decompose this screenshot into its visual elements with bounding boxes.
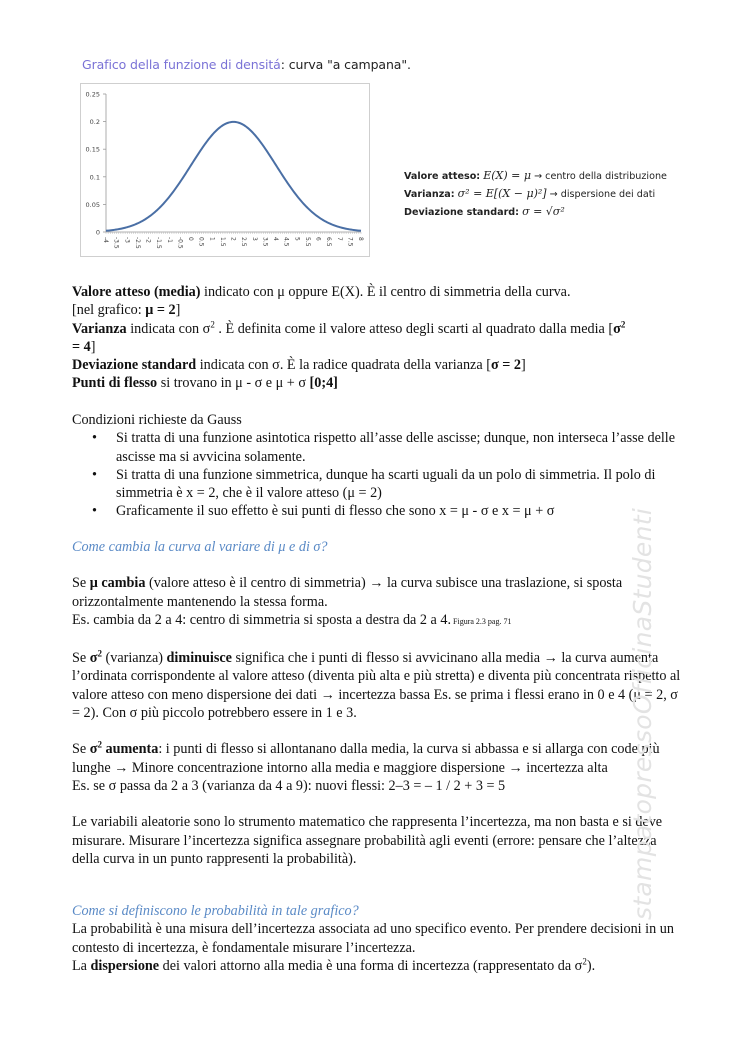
gauss-conditions — [72, 411, 682, 521]
y-tick-label: 0.25 — [85, 90, 100, 99]
definitions-block — [72, 283, 682, 393]
figure-title-rest: : curva "a campana". — [280, 57, 411, 72]
mu-example: Es. cambia da 2 a 4: centro di simmetria si sposta a destra da 2 a 4. Figura 2.3 pag. 71 — [72, 611, 512, 628]
formula-variance: Varianza: σ² = E[(X − μ)²] → dispersione dei dati — [404, 187, 656, 200]
x-tick-label: 7.5 — [346, 237, 354, 247]
def-expected-value: Valore atteso (media) indicato con μ oppure E(X). È il centro di simmetria della curva. — [72, 284, 571, 300]
x-tick-label: -3 — [123, 237, 131, 243]
section-probability — [72, 902, 682, 975]
gauss-list — [72, 429, 682, 520]
x-tick-label: 0 — [187, 237, 194, 241]
x-tick-label: 6.5 — [325, 237, 333, 247]
x-tick-label: 6 — [314, 237, 322, 241]
probability-paragraph: La probabilità è una misura dell’incertezza associata ad uno specifico evento. Per prendere decisioni in un contesto di incertezza, è fondamentale misurare l’incertezza. — [72, 921, 674, 956]
x-tick-label: 3.5 — [261, 237, 269, 247]
mu-changes-paragraph: Se μ cambia (valore atteso è il centro di simmetria) → la curva subisce una traslazione, si sposta orizzontalmente mantenendo la stessa forma. — [72, 575, 623, 610]
def-variance: Varianza indicata con $\sigma^2$ . È definita come il valore atteso degli scarti al quadrato dalla media [$\sigma^2$ = 4] — [72, 318, 626, 355]
x-tick-label: -4 — [102, 237, 109, 243]
y-tick-label: 0.15 — [85, 145, 100, 154]
x-tick-label: 2 — [229, 237, 237, 241]
watermark: stampatopressoOfficinaStudenti — [628, 507, 657, 920]
density-chart — [80, 83, 370, 257]
list-item: • Graficamente il suo effetto è sui punti di flesso che sono x = μ - σ e x = μ + σ — [72, 502, 682, 520]
x-tick-label: -2.5 — [133, 237, 141, 249]
formula-std-dev: Deviazione standard: σ = √σ² — [404, 205, 565, 218]
dispersion-paragraph: La dispersione dei valori attorno alla media è una forma di incertezza (rappresentato da $\sigma^2$). — [72, 956, 596, 974]
x-tick-label: -3.5 — [112, 237, 120, 249]
list-item: • Si tratta di una funzione asintotica rispetto all’asse delle ascisse; dunque, non interseca l’asse delle ascisse ma si avvicina solamente. — [72, 429, 682, 466]
x-tick-label: -1.5 — [155, 237, 163, 249]
x-tick-label: -0.5 — [176, 237, 184, 249]
def-std-dev: Deviazione standard indicata con σ. È la radice quadrata della varianza [σ = 2] — [72, 357, 526, 374]
arrow-icon: → — [534, 171, 543, 182]
formula-expected-value: Valore atteso: E(X) = μ → centro della distribuzione — [404, 169, 667, 182]
x-tick-label: 1.5 — [218, 237, 226, 247]
variance-decreases-paragraph: Se $\sigma^2$ (varianza) diminuisce significa che i punti di flesso si avvicinano alla media → la curva aumenta l’ordinata corrispondente al valore atteso (diventa più alta e più stretta) e diventa più concentrata rispetto al valore atteso con meno dispersione dei dati → incertezza bassa Es. se prima i flessi erano in 0 e 4 (μ = 2, σ = 2). Con σ più piccolo potrebbero essere in 1 e 3. — [72, 648, 681, 722]
y-tick-label: 0.2 — [89, 118, 100, 127]
x-tick-label: 7 — [335, 237, 343, 241]
x-tick-label: 5 — [293, 237, 301, 241]
x-tick-label: 5.5 — [303, 237, 311, 247]
y-tick-label: 0.05 — [85, 200, 100, 209]
y-tick-label: 0 — [95, 228, 100, 237]
formula-box — [404, 167, 667, 221]
x-tick-label: -2 — [144, 237, 152, 243]
x-tick-label: 3 — [250, 237, 258, 241]
arrow-icon: → — [549, 189, 558, 200]
variance-increases-paragraph: Se $\sigma^2$ aumenta: i punti di flesso si allontanano dalla media, la curva si abbassa e si allarga con code più lunghe → Minore concentrazione intorno alla media e maggiore dispersione → incertezza alta — [72, 739, 660, 776]
y-tick-label: 0.1 — [89, 173, 100, 182]
x-tick-label: -1 — [165, 237, 173, 243]
x-tick-label: 1 — [208, 237, 216, 241]
figure-title-accent: Grafico della funzione di densitá — [82, 57, 281, 72]
x-tick-label: 2.5 — [240, 237, 248, 247]
list-item: • Si tratta di una funzione simmetrica, dunque ha scarti uguali da un polo di simmetria. Il polo di simmetria è x = 2, che è il valore atteso (μ = 2) — [72, 466, 682, 503]
figure-reference: Figura 2.3 pag. 71 — [451, 616, 512, 626]
random-variables-paragraph: Le variabili aleatorie sono lo strumento matematico che rappresenta l’incertezza, ma non basta e si deve misurare. Misurare l’incertezza significa assegnare probabilità agli eventi (errore: pensare che l’altezza della curva in un punto rappresenti la probabilità). — [72, 814, 663, 867]
x-tick-label: 0.5 — [197, 237, 205, 247]
section-heading: Come si definiscono le probabilità in tale grafico? — [72, 903, 359, 919]
x-tick-label: 8 — [357, 237, 364, 241]
section-heading: Come cambia la curva al variare di μ e di σ? — [72, 539, 328, 555]
x-tick-label: 4.5 — [282, 237, 290, 247]
def-graph-mu: [nel grafico: μ = 2] — [72, 302, 181, 319]
gauss-heading: Condizioni richieste da Gauss — [72, 412, 242, 428]
bell-curve-plot — [81, 84, 369, 256]
figure-title — [82, 57, 411, 72]
section-mu-sigma — [72, 538, 682, 868]
x-tick-label: 4 — [272, 237, 279, 241]
variance-increases-example: Es. se σ passa da 2 a 3 (varianza da 4 a 9): nuovi flessi: 2–3 = – 1 / 2 + 3 = 5 — [72, 777, 506, 794]
def-inflection: Punti di flesso si trovano in μ - σ e μ + σ [0;4] — [72, 375, 338, 392]
density-curve — [106, 122, 361, 231]
